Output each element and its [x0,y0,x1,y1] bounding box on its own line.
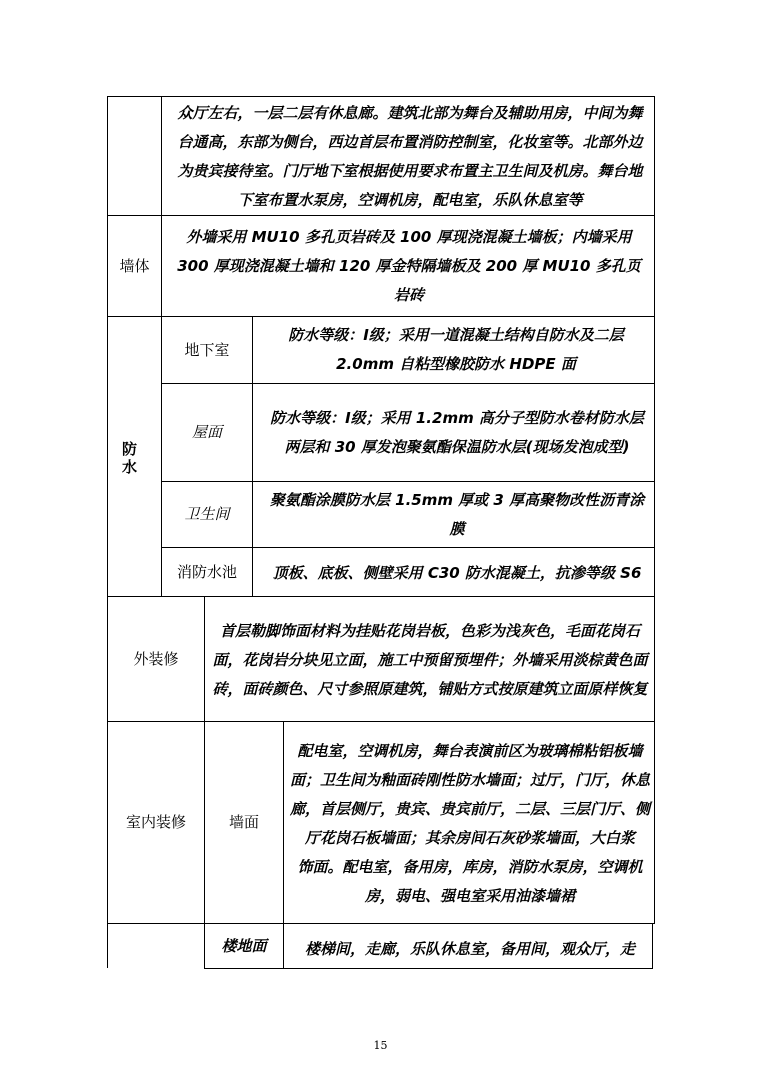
rule-wp-col2 [252,316,253,596]
waterproof-bathroom-label: 卫生间 [184,505,230,523]
wall-label: 墙体 [119,257,150,275]
waterproof-firepool-content: 顶板、底板、侧壁采用 C30 防水混凝土，抗渗等级 S6 [272,563,642,582]
exterior-label: 外装修 [133,649,179,668]
rule-r1 [107,215,655,216]
exterior-content: 首层勒脚饰面材料为挂贴花岗岩板，色彩为浅灰色，毛面花岗石面，花岗岩分块见立面，施工中预留预埋件；外墙采用淡棕黄色面砖，面砖颜色、尺寸参照原建筑，铺贴方式按原建筑立面原样恢复 [212,621,648,698]
interior-label: 室内装修 [125,813,186,831]
waterproof-bathroom-content: 聚氨酯涂膜防水层 1.5mm 厚或 3 厚高聚物改性沥青涂膜 [269,490,645,538]
interior-wall-content: 配电室，空调机房，舞台表演前区为玻璃棉粘铝板墙面；卫生间为釉面砖刚性防水墙面；过厅，门厅，休息廊，首层侧厅，贵宾、贵宾前厅，二层、三层门厅、侧厅花岗石板墙面；其余房间石灰砂浆墙面，大白浆 饰面。配电室，备用房，库房，消防水泵房，空调机房，弱电、强电室采用油漆墙裙 [290,741,651,905]
waterproof-roof-label: 屋面 [191,423,222,441]
interior-wall-label: 墙面 [228,813,259,831]
waterproof-basement-content: 防水等级：Ⅰ级；采用一道混凝土结构自防水及二层 2.0mm 自粘型橡胶防水 HDPE 面 [288,326,624,373]
row1-content: 众厅左右，一层二层有休息廊。建筑北部为舞台及辅助用房，中间为舞台通高，东部为侧台，西边首层布置消防控制室，化妆室等。北部外边为贵宾接待室。门厅地下室根据使用要求布置主卫生间及机房。舞台地下室布置水泵房，空调机房，配电室，乐队休息室等 [177,104,643,209]
rule-right-a [654,96,655,924]
interior-floor-content: 楼梯间，走廊，乐队休息室，备用间，观众厅，走 [304,939,635,958]
waterproof-roof-content: 防水等级：Ⅰ级；采用 1.2mm 高分子型防水卷材防水层两层和 30 厚发泡聚氨酯保温防水层(现场发泡成型) [270,408,644,456]
page-number: 15 [373,1039,388,1052]
rule-ext-col [204,596,205,721]
rule-col1-a [161,96,162,316]
interior-floor-label: 楼地面 [221,936,267,955]
rule-int [107,923,655,924]
wall-content: 外墙采用 MU10 多孔页岩砖及 100 厚现浇混凝土墙板；内墙采用 300 厚现浇混凝土墙和 120 厚金特隔墙板及 200 厚 MU10 多孔页岩砖 [177,228,641,304]
waterproof-firepool-label: 消防水池 [176,562,237,581]
rule-floor-bottom [204,968,653,969]
row1-label [108,97,161,215]
waterproof-label: 防水 [122,440,138,476]
rule-int-col2 [283,721,284,968]
rule-right-b [652,923,653,969]
waterproof-basement-label: 地下室 [184,340,230,359]
